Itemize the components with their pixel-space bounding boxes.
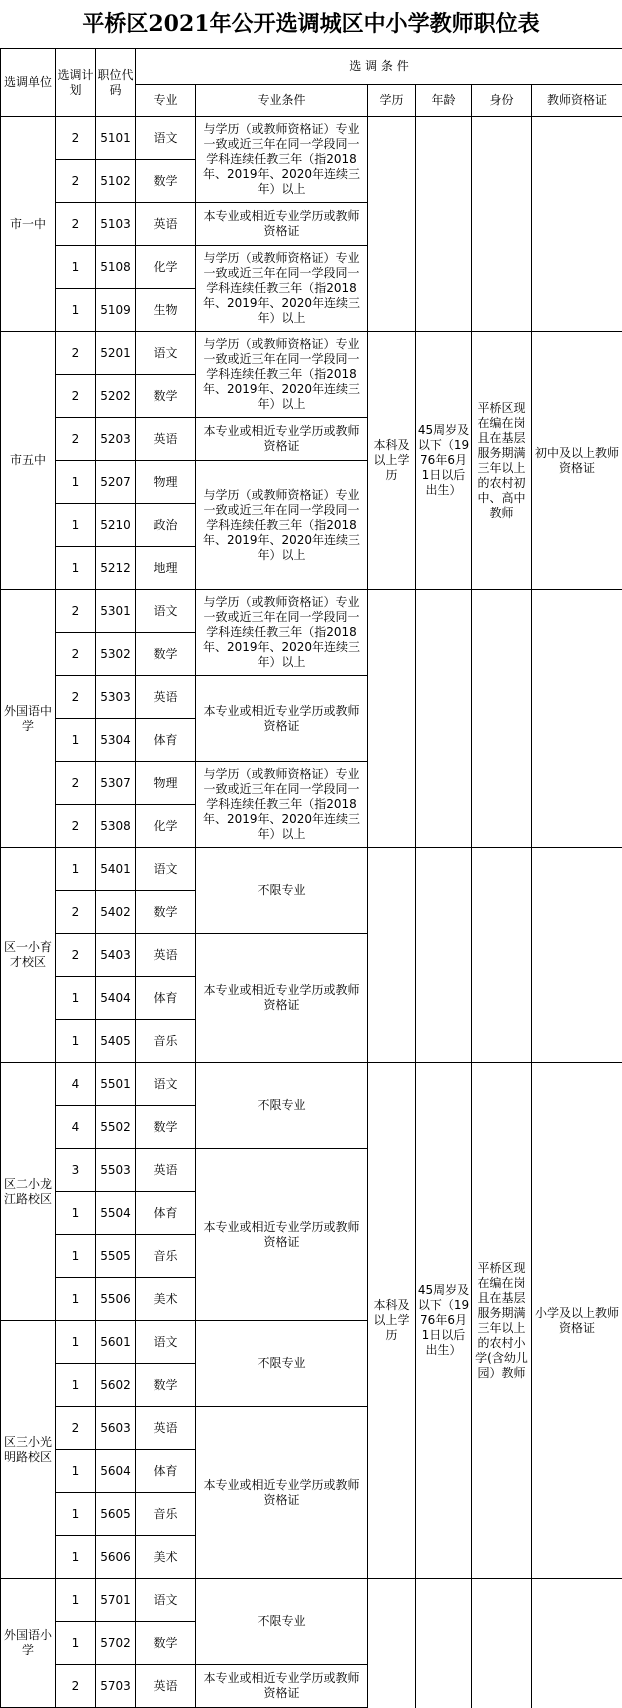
plan-cell: 1 (56, 1192, 96, 1235)
code-cell: 5308 (96, 805, 136, 848)
subject-cell: 生物 (136, 289, 196, 332)
qualification-cell (532, 117, 622, 332)
table-row (1, 1579, 622, 1622)
code-cell: 5207 (96, 461, 136, 504)
major-condition-cell: 本专业或相近专业学历或教师资格证 (196, 676, 368, 762)
plan-cell: 1 (56, 848, 96, 891)
position-table (0, 48, 622, 1708)
age-cell (416, 117, 472, 332)
identity-cell: 平桥区现在编在岗且在基层服务期满三年以上的农村初中、高中教师 (472, 332, 532, 590)
qualification-cell: 小学及以上教师资格证 (532, 1063, 622, 1579)
header-major: 专业 (136, 85, 196, 117)
code-cell: 5606 (96, 1536, 136, 1579)
subject-cell: 英语 (136, 934, 196, 977)
education-cell: 本科及以上学历 (368, 1063, 416, 1579)
plan-cell: 2 (56, 934, 96, 977)
subject-cell: 数学 (136, 160, 196, 203)
subject-cell: 语文 (136, 1321, 196, 1364)
qualification-cell (532, 590, 622, 848)
header-age: 年龄 (416, 85, 472, 117)
plan-cell: 1 (56, 246, 96, 289)
code-cell: 5702 (96, 1622, 136, 1665)
subject-cell: 语文 (136, 1063, 196, 1106)
plan-cell: 1 (56, 504, 96, 547)
code-cell: 5601 (96, 1321, 136, 1364)
education-cell (368, 1579, 416, 1708)
age-cell (416, 848, 472, 1063)
plan-cell: 1 (56, 1536, 96, 1579)
subject-cell: 体育 (136, 719, 196, 762)
plan-cell: 3 (56, 1149, 96, 1192)
subject-cell: 音乐 (136, 1235, 196, 1278)
age-cell: 45周岁及以下（1976年6月1日以后出生） (416, 332, 472, 590)
code-cell: 5602 (96, 1364, 136, 1407)
subject-cell: 英语 (136, 1665, 196, 1708)
unit-cell: 外国语小学 (1, 1579, 56, 1708)
header-qualification: 教师资格证 (532, 85, 622, 117)
code-cell: 5203 (96, 418, 136, 461)
plan-cell: 2 (56, 375, 96, 418)
major-condition-cell: 与学历（或教师资格证）专业一致或近三年在同一学段同一学科连续任教三年（指2018年、2019年、2020年连续三年）以上 (196, 590, 368, 676)
plan-cell: 1 (56, 1235, 96, 1278)
subject-cell: 数学 (136, 891, 196, 934)
major-condition-cell: 本专业或相近专业学历或教师资格证 (196, 1149, 368, 1321)
plan-cell: 4 (56, 1106, 96, 1149)
identity-cell (472, 117, 532, 332)
code-cell: 5403 (96, 934, 136, 977)
major-condition-cell: 与学历（或教师资格证）专业一致或近三年在同一学段同一学科连续任教三年（指2018年、2019年、2020年连续三年）以上 (196, 246, 368, 332)
subject-cell: 体育 (136, 1450, 196, 1493)
plan-cell: 2 (56, 160, 96, 203)
subject-cell: 英语 (136, 1149, 196, 1192)
unit-cell: 外国语中学 (1, 590, 56, 848)
subject-cell: 体育 (136, 1192, 196, 1235)
major-condition-cell: 与学历（或教师资格证）专业一致或近三年在同一学段同一学科连续任教三年（指2018年、2019年、2020年连续三年）以上 (196, 332, 368, 418)
subject-cell: 语文 (136, 1579, 196, 1622)
major-condition-cell: 本专业或相近专业学历或教师资格证 (196, 1665, 368, 1708)
header-major-condition: 专业条件 (196, 85, 368, 117)
code-cell: 5603 (96, 1407, 136, 1450)
table-row (1, 1063, 622, 1106)
code-cell: 5103 (96, 203, 136, 246)
major-condition-cell: 不限专业 (196, 1063, 368, 1149)
plan-cell: 1 (56, 1622, 96, 1665)
header-code: 职位代码 (96, 49, 136, 117)
header-unit: 选调单位 (1, 49, 56, 117)
plan-cell: 1 (56, 1278, 96, 1321)
plan-cell: 1 (56, 719, 96, 762)
plan-cell: 2 (56, 891, 96, 934)
plan-cell: 2 (56, 418, 96, 461)
plan-cell: 1 (56, 547, 96, 590)
age-cell (416, 1579, 472, 1708)
subject-cell: 音乐 (136, 1020, 196, 1063)
subject-cell: 地理 (136, 547, 196, 590)
code-cell: 5404 (96, 977, 136, 1020)
table-row (1, 117, 622, 160)
plan-cell: 2 (56, 117, 96, 160)
major-condition-cell: 与学历（或教师资格证）专业一致或近三年在同一学段同一学科连续任教三年（指2018年、2019年、2020年连续三年）以上 (196, 762, 368, 848)
table-row (1, 332, 622, 375)
subject-cell: 化学 (136, 246, 196, 289)
plan-cell: 1 (56, 1020, 96, 1063)
plan-cell: 1 (56, 461, 96, 504)
major-condition-cell: 本专业或相近专业学历或教师资格证 (196, 203, 368, 246)
identity-cell (472, 1579, 532, 1708)
code-cell: 5210 (96, 504, 136, 547)
unit-cell: 区二小龙江路校区 (1, 1063, 56, 1321)
header-row (1, 49, 622, 85)
major-condition-cell: 不限专业 (196, 1321, 368, 1407)
code-cell: 5405 (96, 1020, 136, 1063)
code-cell: 5307 (96, 762, 136, 805)
code-cell: 5505 (96, 1235, 136, 1278)
qualification-cell (532, 1579, 622, 1708)
subject-cell: 语文 (136, 848, 196, 891)
table-row (1, 590, 622, 633)
table-row (1, 848, 622, 891)
qualification-cell: 初中及以上教师资格证 (532, 332, 622, 590)
code-cell: 5605 (96, 1493, 136, 1536)
education-cell (368, 117, 416, 332)
subject-cell: 数学 (136, 375, 196, 418)
subject-cell: 政治 (136, 504, 196, 547)
page-title: 平桥区2021年公开选调城区中小学教师职位表 (0, 0, 622, 48)
plan-cell: 1 (56, 1450, 96, 1493)
plan-cell: 2 (56, 332, 96, 375)
subject-cell: 音乐 (136, 1493, 196, 1536)
code-cell: 5201 (96, 332, 136, 375)
plan-cell: 2 (56, 1407, 96, 1450)
education-cell: 本科及以上学历 (368, 332, 416, 590)
subject-cell: 英语 (136, 418, 196, 461)
plan-cell: 2 (56, 805, 96, 848)
subject-cell: 英语 (136, 203, 196, 246)
identity-cell (472, 848, 532, 1063)
qualification-cell (532, 848, 622, 1063)
code-cell: 5212 (96, 547, 136, 590)
code-cell: 5503 (96, 1149, 136, 1192)
code-cell: 5304 (96, 719, 136, 762)
header-conditions: 选 调 条 件 (136, 49, 622, 85)
plan-cell: 2 (56, 203, 96, 246)
plan-cell: 1 (56, 1579, 96, 1622)
subject-cell: 物理 (136, 461, 196, 504)
code-cell: 5101 (96, 117, 136, 160)
header-plan: 选调计划 (56, 49, 96, 117)
subject-cell: 美术 (136, 1536, 196, 1579)
education-cell (368, 848, 416, 1063)
plan-cell: 2 (56, 676, 96, 719)
code-cell: 5302 (96, 633, 136, 676)
major-condition-cell: 与学历（或教师资格证）专业一致或近三年在同一学段同一学科连续任教三年（指2018年、2019年、2020年连续三年）以上 (196, 117, 368, 203)
code-cell: 5504 (96, 1192, 136, 1235)
plan-cell: 1 (56, 289, 96, 332)
major-condition-cell: 不限专业 (196, 1579, 368, 1665)
plan-cell: 2 (56, 590, 96, 633)
age-cell: 45周岁及以下（1976年6月1日以后出生） (416, 1063, 472, 1579)
code-cell: 5604 (96, 1450, 136, 1493)
major-condition-cell: 本专业或相近专业学历或教师资格证 (196, 1407, 368, 1579)
code-cell: 5108 (96, 246, 136, 289)
subject-cell: 数学 (136, 1622, 196, 1665)
code-cell: 5501 (96, 1063, 136, 1106)
plan-cell: 2 (56, 762, 96, 805)
subject-cell: 体育 (136, 977, 196, 1020)
unit-cell: 区三小光明路校区 (1, 1321, 56, 1579)
code-cell: 5202 (96, 375, 136, 418)
subject-cell: 数学 (136, 1106, 196, 1149)
subject-cell: 语文 (136, 117, 196, 160)
subject-cell: 化学 (136, 805, 196, 848)
major-condition-cell: 不限专业 (196, 848, 368, 934)
subject-cell: 语文 (136, 590, 196, 633)
code-cell: 5402 (96, 891, 136, 934)
unit-cell: 市一中 (1, 117, 56, 332)
header-identity: 身份 (472, 85, 532, 117)
code-cell: 5701 (96, 1579, 136, 1622)
subject-cell: 物理 (136, 762, 196, 805)
major-condition-cell: 本专业或相近专业学历或教师资格证 (196, 418, 368, 461)
age-cell (416, 590, 472, 848)
subject-cell: 英语 (136, 1407, 196, 1450)
identity-cell: 平桥区现在编在岗且在基层服务期满三年以上的农村小学(含幼儿园）教师 (472, 1063, 532, 1579)
plan-cell: 4 (56, 1063, 96, 1106)
plan-cell: 1 (56, 1321, 96, 1364)
code-cell: 5102 (96, 160, 136, 203)
unit-cell: 市五中 (1, 332, 56, 590)
plan-cell: 1 (56, 1493, 96, 1536)
header-education: 学历 (368, 85, 416, 117)
plan-cell: 2 (56, 1665, 96, 1708)
plan-cell: 1 (56, 977, 96, 1020)
subject-cell: 数学 (136, 1364, 196, 1407)
subject-cell: 英语 (136, 676, 196, 719)
unit-cell: 区一小育才校区 (1, 848, 56, 1063)
code-cell: 5401 (96, 848, 136, 891)
plan-cell: 2 (56, 633, 96, 676)
education-cell (368, 590, 416, 848)
subject-cell: 美术 (136, 1278, 196, 1321)
subject-cell: 语文 (136, 332, 196, 375)
code-cell: 5703 (96, 1665, 136, 1708)
subject-cell: 数学 (136, 633, 196, 676)
plan-cell: 1 (56, 1364, 96, 1407)
major-condition-cell: 本专业或相近专业学历或教师资格证 (196, 934, 368, 1063)
identity-cell (472, 590, 532, 848)
code-cell: 5303 (96, 676, 136, 719)
code-cell: 5502 (96, 1106, 136, 1149)
major-condition-cell: 与学历（或教师资格证）专业一致或近三年在同一学段同一学科连续任教三年（指2018年、2019年、2020年连续三年）以上 (196, 461, 368, 590)
code-cell: 5109 (96, 289, 136, 332)
code-cell: 5506 (96, 1278, 136, 1321)
code-cell: 5301 (96, 590, 136, 633)
